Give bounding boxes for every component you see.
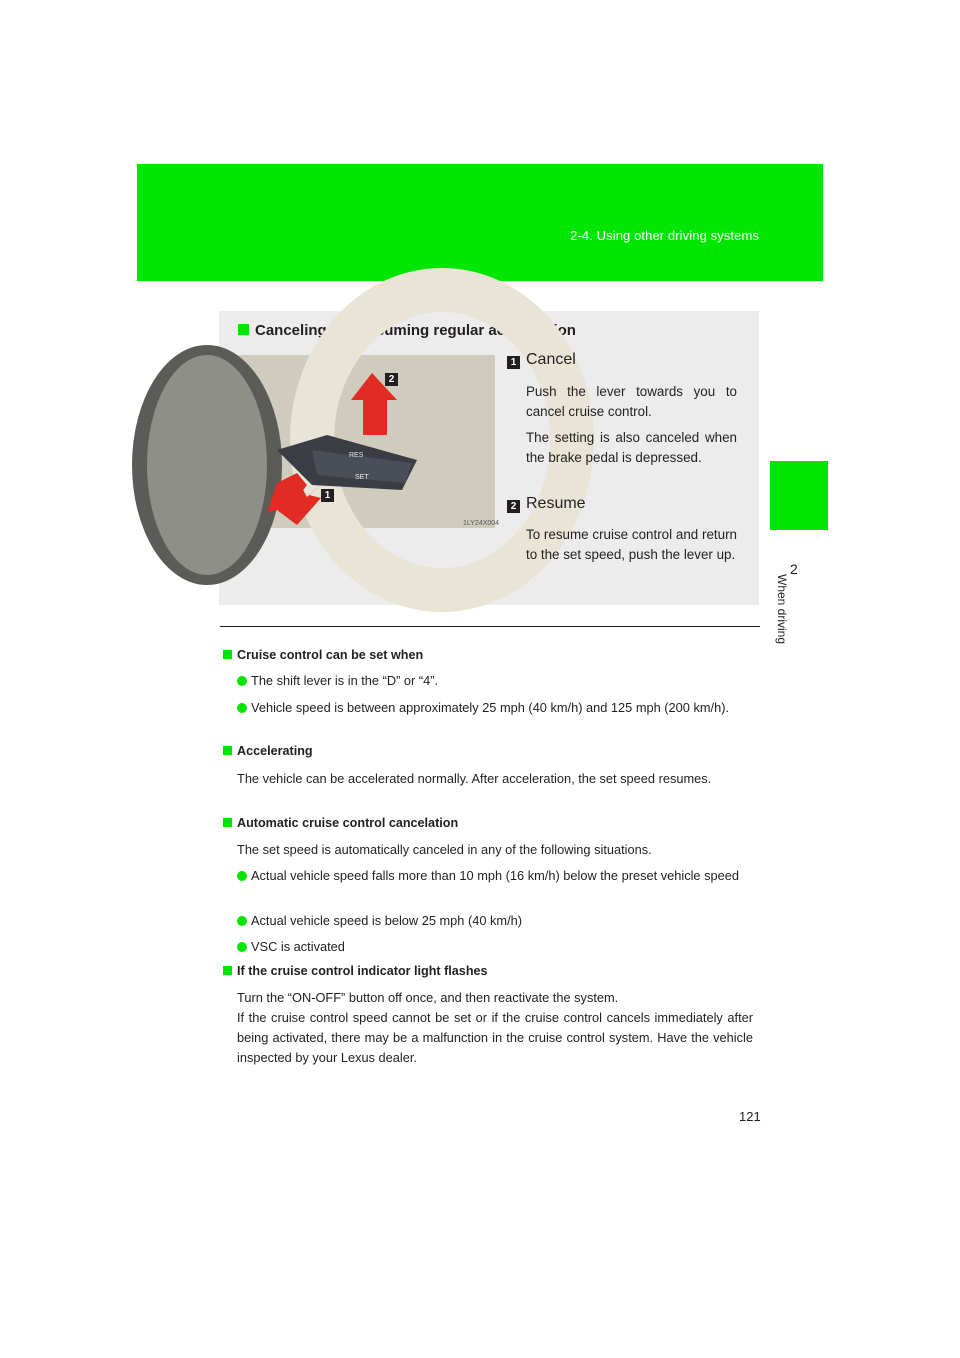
section-header-bar [137,164,823,281]
list-item: Actual vehicle speed falls more than 10 mph (16 km/h) below the preset vehicle speed [237,866,767,886]
lever-set-label: SET [355,474,369,481]
list-item: Vehicle speed is between approximately 25 mph (40 km/h) and 125 mph (200 km/h). [237,698,767,718]
square-bullet-icon [223,818,232,827]
note-text: The set speed is automatically canceled in any of the following situations. [237,842,652,857]
bullet-dot-icon [237,676,247,686]
square-bullet-icon [223,746,232,755]
step-2-text-1: To resume cruise control and return to the set speed, push the lever up. [526,527,737,562]
chapter-label: When driving [775,574,789,645]
note-heading: Accelerating [223,744,313,758]
bullet-dot-icon [237,916,247,926]
step-1-text-2: The setting is also canceled when the brake pedal is depressed. [526,430,737,465]
list-item: The shift lever is in the “D” or “4”. [237,671,767,691]
list-item: VSC is activated [237,937,767,957]
note-text: Turn the “ON-OFF” button off once, and then reactivate the system. [237,990,619,1005]
step-2-number: 2 [507,500,520,513]
note-text: If the cruise control speed cannot be set or if the cruise control cancels immediately after being activated, there may be a malfunction in the cruise control system. Have the vehicle inspected by your Lexus dealer. [237,1010,753,1065]
chapter-side-tab [770,461,828,530]
steering-lever-photo [237,355,500,528]
step-1-number: 1 [507,356,520,369]
section-title: 2-4. Using other driving systems [570,228,759,243]
step-2-heading: Resume [526,495,586,512]
divider [220,626,760,627]
bullet-dot-icon [237,703,247,713]
panel-title: Canceling and resuming regular acceleration [238,322,576,339]
note-heading: Cruise control can be set when [223,648,423,662]
callout-1: 1 [321,489,334,502]
square-bullet-icon [223,966,232,975]
page-number: 121 [739,1109,761,1124]
list-item: Actual vehicle speed is below 25 mph (40 km/h) [237,911,767,931]
square-bullet-icon [223,650,232,659]
bullet-dot-icon [237,942,247,952]
note-text: The vehicle can be accelerated normally. After acceleration, the set speed resumes. [237,771,712,786]
step-1-text-1: Push the lever towards you to cancel cruise control. [526,384,737,419]
callout-2: 2 [385,373,398,386]
note-heading: If the cruise control indicator light flashes [223,964,488,978]
note-heading: Automatic cruise control cancelation [223,816,458,830]
chapter-number: 2 [790,561,798,577]
image-code: 1LY24X004 [463,520,500,527]
step-1-heading: Cancel [526,351,576,368]
lever-res-label: RES [349,452,364,459]
lever-illustration [237,355,500,528]
square-bullet-icon [238,324,249,335]
chapter-label-vertical [764,574,814,645]
bullet-dot-icon [237,871,247,881]
